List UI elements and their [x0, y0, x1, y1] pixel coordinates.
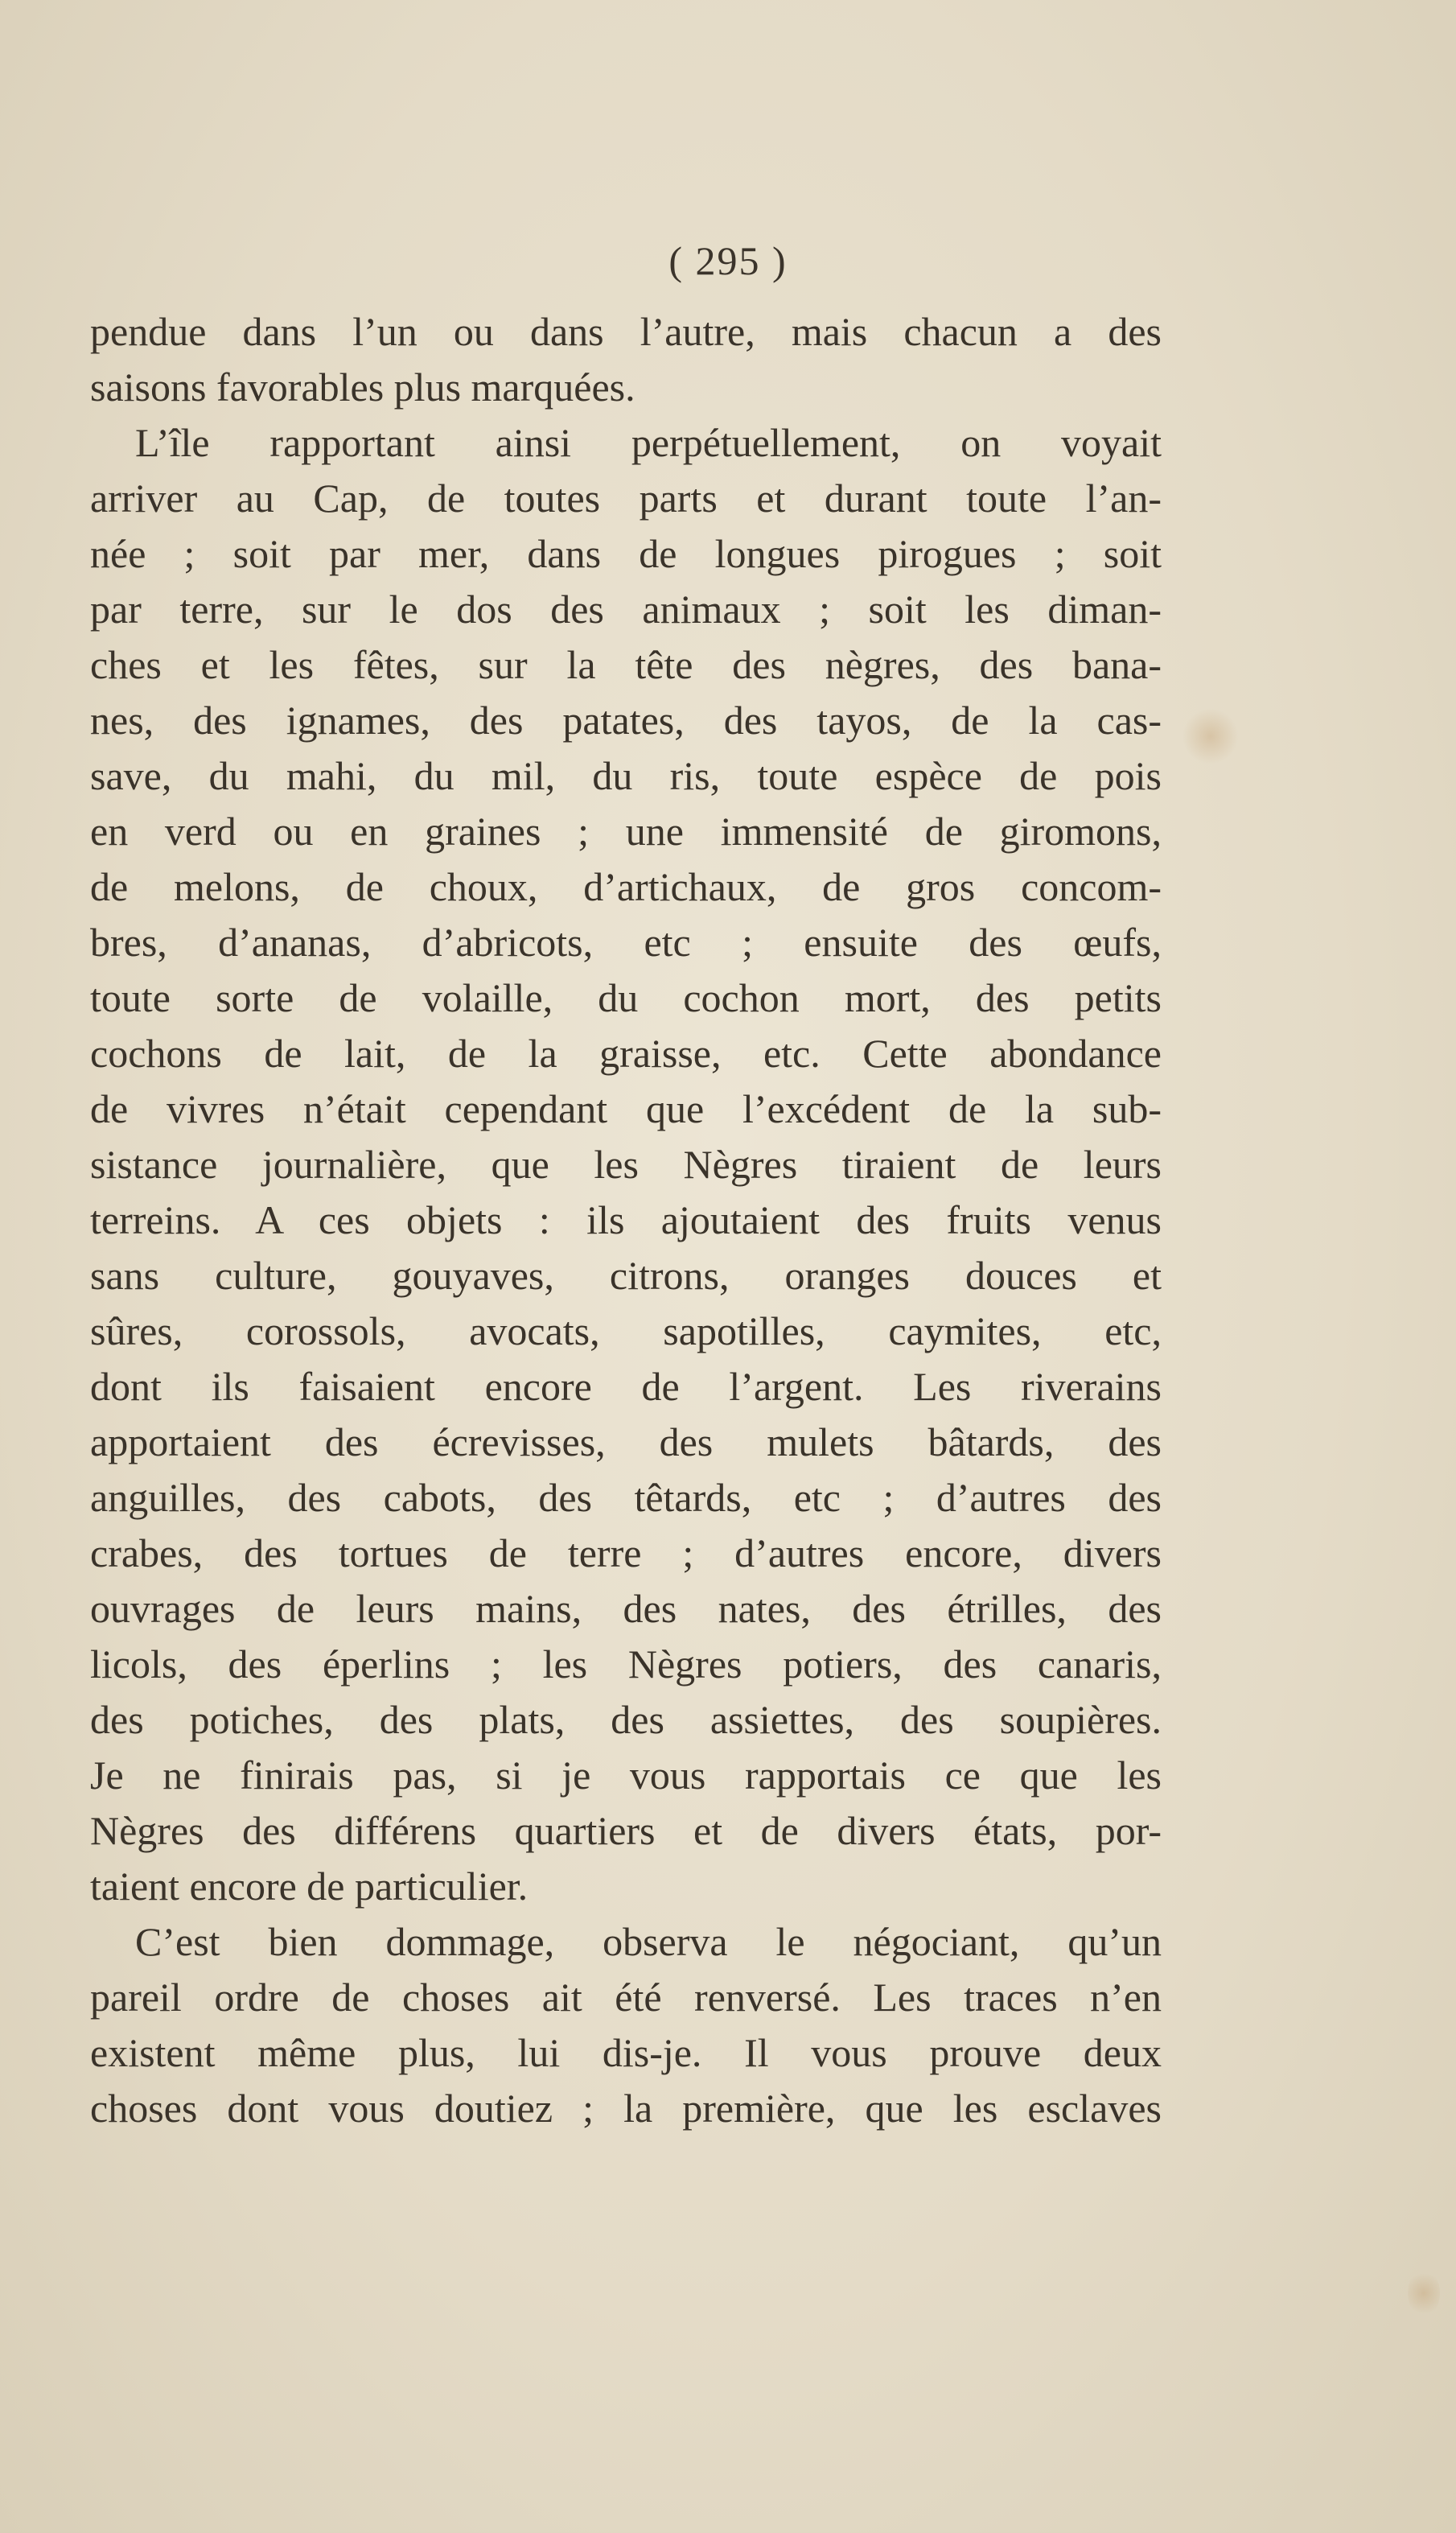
- text-line: toute sorte de volaille, du cochon mort, des petits: [90, 975, 1162, 1020]
- text-line: C’est bien dommage, observa le négociant, qu’un: [135, 1919, 1162, 1964]
- text-line: existent même plus, lui dis-je. Il vous prouve deux: [90, 2030, 1162, 2075]
- text-line: Je ne finirais pas, si je vous rapportais ce que les: [90, 1753, 1162, 1798]
- text-line: Nègres des différens quartiers et de divers états, por-: [90, 1808, 1162, 1853]
- text-line: arriver au Cap, de toutes parts et durant toute l’an-: [90, 476, 1162, 521]
- text-line: de vivres n’était cependant que l’excédent de la sub-: [90, 1086, 1162, 1131]
- text-line: de melons, de choux, d’artichaux, de gros concom-: [90, 864, 1162, 909]
- text-line: terreins. A ces objets : ils ajoutaient des fruits venus: [90, 1197, 1162, 1242]
- text-line: choses dont vous doutiez ; la première, que les esclaves: [90, 2086, 1162, 2131]
- text-line: taient encore de particulier.: [90, 1864, 529, 1909]
- text-line: pareil ordre de choses ait été renversé. Les traces n’en: [90, 1975, 1162, 2020]
- text-line: bres, d’ananas, d’abricots, etc ; ensuite des œufs,: [90, 920, 1162, 965]
- text-line: sûres, corossols, avocats, sapotilles, caymites, etc,: [90, 1308, 1162, 1353]
- text-line: sans culture, gouyaves, citrons, oranges douces et: [90, 1253, 1162, 1298]
- text-line: dont ils faisaient encore de l’argent. Les riverains: [90, 1364, 1162, 1409]
- text-line: des potiches, des plats, des assiettes, des soupières.: [90, 1697, 1162, 1742]
- body-text: [90, 304, 1162, 2136]
- text-line: cochons de lait, de la graisse, etc. Cette abondance: [90, 1031, 1162, 1076]
- paper-stain: [1182, 708, 1239, 764]
- text-line: née ; soit par mer, dans de longues pirogues ; soit: [90, 531, 1162, 576]
- text-line: sistance journalière, que les Nègres tiraient de leurs: [90, 1142, 1162, 1187]
- text-line: saisons favorables plus marquées.: [90, 365, 635, 410]
- text-line: anguilles, des cabots, des têtards, etc ; d’autres des: [90, 1475, 1162, 1520]
- text-line: ches et les fêtes, sur la tête des nègres, des bana-: [90, 642, 1162, 687]
- text-line: ouvrages de leurs mains, des nates, des étrilles, des: [90, 1586, 1162, 1631]
- text-line: apportaient des écrevisses, des mulets bâtards, des: [90, 1419, 1162, 1464]
- text-line: nes, des ignames, des patates, des tayos, de la cas-: [90, 698, 1162, 743]
- text-line: crabes, des tortues de terre ; d’autres encore, divers: [90, 1530, 1162, 1575]
- text-line: en verd ou en graines ; une immensité de giromons,: [90, 809, 1162, 854]
- text-line: pendue dans l’un ou dans l’autre, mais chacun a des: [90, 309, 1162, 354]
- text-line: par terre, sur le dos des animaux ; soit les diman-: [90, 587, 1162, 632]
- text-line: save, du mahi, du mil, du ris, toute espèce de pois: [90, 753, 1162, 798]
- paper-stain: [1408, 2269, 1440, 2317]
- page-number: ( 295 ): [668, 238, 788, 283]
- text-line: licols, des éperlins ; les Nègres potiers, des canaris,: [90, 1641, 1162, 1687]
- text-line: L’île rapportant ainsi perpétuellement, on voyait: [135, 420, 1162, 465]
